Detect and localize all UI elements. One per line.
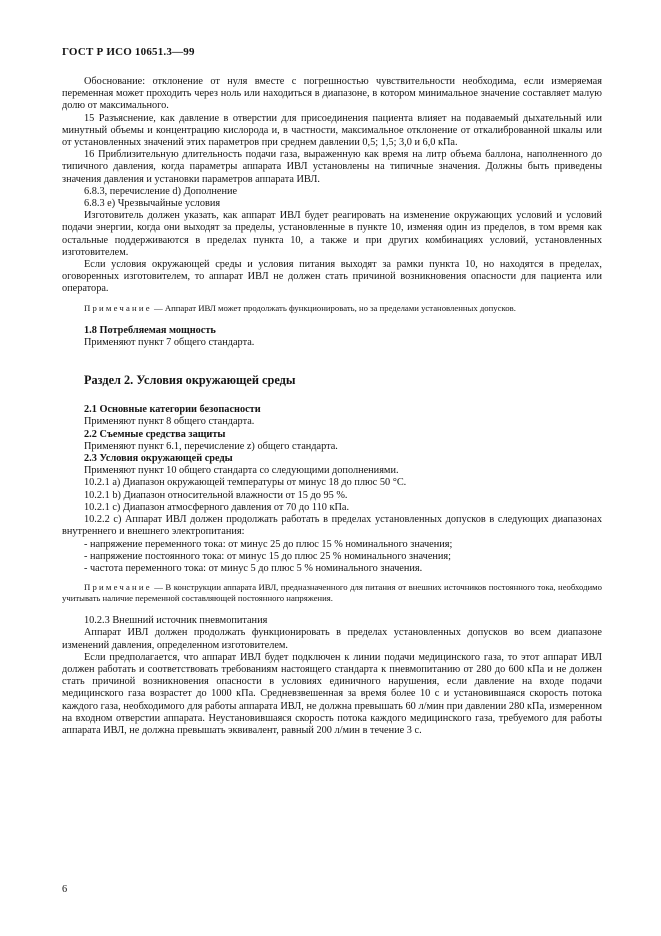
clause-10-2-3: 10.2.3 Внешний источник пневмопитания [84,615,268,627]
text-2-3: Применяют пункт 10 общего стандарта со следующими дополнениями. [84,465,399,477]
clause-683e: 6.8.3 е) Чрезвычайные условия [84,198,221,210]
conditions-paragraph: Если условия окружающей среды и условия питания выходят за рамки пункта 10, но находятся в пределах, оговоренных изготовителем, то аппарат ИВЛ не должен стать причиной возникновения опасности для пациента или оператора. [62,259,602,295]
pneumatic-paragraph-1: Аппарат ИВЛ должен продолжать функционировать в пределах установленных допусков во всем диапазоне изменений давления, определенном изготовителем. [62,627,602,651]
document-body [62,76,602,737]
heading-2-2: 2.2 Съемные средства защиты [84,428,226,440]
rationale-paragraph: Обоснование: отклонение от нуля вместе с погрешностью чувствительности необходима, если измеряемая переменная может проходить через ноль или находиться в диапазоне, в котором минимальное значение составляет малую долю от максимального. [62,76,602,112]
clause-683d: 6.8.3, перечисление d) Дополнение [84,185,238,197]
clause-10-2-1b: 10.2.1 b) Диапазон относительной влажности от 15 до 95 %. [84,489,348,501]
text-2-2: Применяют пункт 6.1, перечисление z) общего стандарта. [84,440,338,452]
page-number: 6 [62,884,68,895]
text-1-8: Применяют пункт 7 общего стандарта. [84,336,255,348]
text-2-1: Применяют пункт 8 общего стандарта. [84,416,255,428]
item-16-paragraph: 16 Приблизительную длительность подачи газа, выраженную как время на литр объема баллона, наполненного до типичного давления, когда параметры аппарата ИВЛ установлены на типичные значения. Должны быть приведены значения давления и установки параметров аппарата ИВЛ. [62,149,602,185]
note-2-text: — В конструкции аппарата ИВЛ, предназначенного для питания от внешних источников постоянного тока, необходимо учитывать наличие переменной составляющей постоянного напряжения. [62,582,602,604]
item-15-paragraph: 15 Разъяснение, как давление в отверстии для присоединения пациента влияет на подаваемый дыхательный или минутный объемы и концентрацию кислорода и, в частности, максимальное отклонение от откалиброванной шкалы или от установленных значений этих параметров при среднем давлении 0,5; 1,5; 3,0 и 6,0 кПа. [62,112,602,149]
note-1-text: — Аппарат ИВЛ может продолжать функционировать, но за пределами установленных допусков. [151,302,516,313]
note-2-label: Примечание [84,582,152,593]
clause-10-2-1a: 10.2.1 а) Диапазон окружающей температуры от минус 18 до плюс 50 °С. [84,477,407,489]
list-item: - частота переменного тока: от минус 5 до плюс 5 % номинального значения. [84,562,423,574]
note-1-label: Примечание [84,302,152,313]
section-2-title: Раздел 2. Условия окружающей среды [84,373,296,388]
heading-2-3: 2.3 Условия окружающей среды [84,453,233,465]
list-item: - напряжение постоянного тока: от минус 15 до плюс 25 % номинального значения; [84,550,452,562]
clause-10-2-1c: 10.2.1 с) Диапазон атмосферного давления от 70 до 110 кПа. [84,501,350,513]
document-header: ГОСТ Р ИСО 10651.3—99 [62,46,195,58]
pneumatic-paragraph-2: Если предполагается, что аппарат ИВЛ будет подключен к линии подачи медицинского газа, то этот аппарат ИВЛ должен работать и соответствовать требованиям настоящего стандарта к пневмопитанию от 280 до 600 кПа и не должен стать причиной возникновения опасности в условиях единичного нарушения, если давление на входе подачи медицинского газа возрастет до 1000 кПа. Средневзвешенная за время более 10 с и установившаяся скорость потока каждого газа, необходимого для работы аппарата ИВЛ, не должна превышать 60 л/мин при давлении 280 кПа, измеренном на входном отверстии аппарата. Неустановившаяся скорость потока каждого медицинского газа, требуемого для работы аппарата ИВЛ, не должна превышать эквивалент, равный 200 л/мин в течение 3 с. [62,651,602,736]
heading-2-1: 2.1 Основные категории безопасности [84,404,261,416]
clause-10-2-2c: 10.2.2 с) Аппарат ИВЛ должен продолжать работать в пределах установленных допусков в следующих диапазонах внутреннего и внешнего электропитания: [62,514,602,538]
manufacturer-paragraph: Изготовитель должен указать, как аппарат ИВЛ будет реагировать на изменение окружающих условий и условий подачи энергии, когда они выходят за пределы, установленные в пункте 10, изменяя один из пределов, в том время как остальные поддерживаются в пределах пункта 10, а также и при других комбинациях условий, установленных изготовителем. [62,210,602,258]
note-1 [62,303,602,314]
note-2 [62,582,602,604]
list-item: - напряжение переменного тока: от минус 25 до плюс 15 % номинального значения; [84,538,453,550]
heading-1-8: 1.8 Потребляемая мощность [84,324,216,336]
